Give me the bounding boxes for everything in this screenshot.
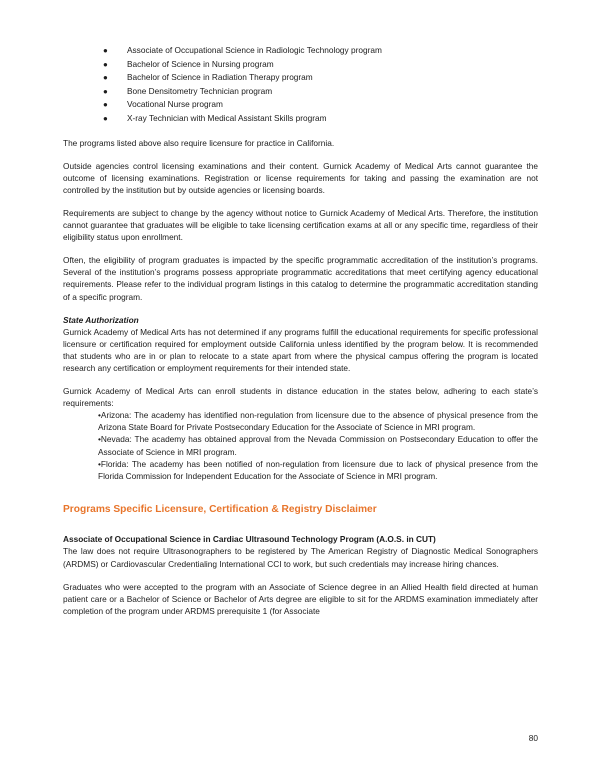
list-item bbox=[63, 98, 538, 112]
bullet-icon: ● bbox=[103, 100, 108, 110]
list-item-label: Bachelor of Science in Radiation Therapy program bbox=[127, 72, 313, 83]
bullet-icon: ● bbox=[103, 86, 108, 96]
heading-aos-cut-program: Associate of Occupational Science in Cardiac Ultrasound Technology Program (A.O.S. in CUT) bbox=[63, 533, 436, 544]
page-number: 80 bbox=[528, 733, 538, 743]
heading-state-authorization: State Authorization bbox=[63, 314, 139, 325]
list-item-label: X-ray Technician with Medical Assistant Skills program bbox=[127, 112, 327, 123]
list-item bbox=[63, 85, 538, 99]
paragraph-licensure-note: The programs listed above also require licensure for practice in California. bbox=[63, 137, 335, 148]
list-item-label: Bachelor of Science in Nursing program bbox=[127, 58, 274, 69]
paragraph-ultrasonographers-registration: The law does not require Ultrasonographers to be registered by The American Registry of Diagnostic Medical Sonographers (ARDMS) or Cardiovascular Credentialing International CCI to work, but such credentials may increase hiring chances. bbox=[63, 546, 538, 569]
state-item-nevada: •Nevada: The academy has obtained approval from the Nevada Commission on Postsecondary Education to offer the Associate of Science in MRI program. bbox=[98, 434, 538, 457]
bullet-icon: ● bbox=[103, 73, 108, 83]
list-item bbox=[63, 71, 538, 85]
state-item-arizona: •Arizona: The academy has identified non-regulation from licensure due to the absence of physical presence from the Arizona State Board for Private Postsecondary Education for the Associate of Science in MRI program. bbox=[98, 410, 538, 433]
state-requirements-list bbox=[63, 409, 538, 482]
paragraph-requirements-change: Requirements are subject to change by the agency without notice to Gurnick Academy of Medical Arts. Therefore, the institution cannot guarantee that graduates will be eligible to take licensing certification exams at all or any specific time, regardless of their eligibility status upon enrollment. bbox=[63, 207, 538, 243]
state-item-florida: •Florida: The academy has been notified of non-regulation from licensure due to lack of physical presence from the Florida Commission for Independent Education for the Associate of Science in MRI program. bbox=[98, 458, 538, 481]
section-spacer bbox=[63, 493, 538, 503]
bullet-icon: ● bbox=[103, 46, 108, 55]
paragraph-programmatic-accreditation: Often, the eligibility of program graduates is impacted by the specific programmatic accreditation of the institution’s programs. Several of the institution’s programs possess appropriate programmatic accreditations that meet certifying agency educational requirements. Please refer to the individual program listings in this catalog to determine the programmatic accreditation standing of a specific program. bbox=[63, 255, 538, 302]
list-item-label: Associate of Occupational Science in Radiologic Technology program bbox=[127, 45, 382, 55]
list-item-label: Vocational Nurse program bbox=[127, 99, 223, 110]
paragraph-outside-agencies: Outside agencies control licensing examinations and their content. Gurnick Academy of Medical Arts cannot guarantee the outcome of licensing examinations. Registration or license requirements for taking and passing the examination are not controlled by the institution but by outside agencies or licensing boards. bbox=[63, 160, 538, 195]
bullet-icon: ● bbox=[103, 59, 108, 69]
paragraph-state-authorization-intro: Gurnick Academy of Medical Arts has not determined if any programs fulfill the educational requirements for specific professional licensure or certification required for employment outside California unless identified by the program below. It is recommended that students who are in or plan to relocate to a state apart from where the physical campus offering the program is located research any certification or employment requirements for their intended state. bbox=[63, 326, 538, 373]
paragraph-ardms-eligibility: Graduates who were accepted to the program with an Associate of Science degree in an Allied Health field directed at human patient care or a Bachelor of Science or Bachelor of Arts degree are eligible to sit for the ARDMS examination immediately after completion of the program under ARDMS prerequisite 1 (for Associate bbox=[63, 581, 538, 616]
list-item bbox=[63, 44, 538, 58]
section-title-disclaimer: Programs Specific Licensure, Certification & Registry Disclaimer bbox=[63, 503, 377, 515]
list-item-label: Bone Densitometry Technician program bbox=[127, 85, 273, 96]
document-body bbox=[63, 44, 538, 617]
program-list bbox=[63, 44, 538, 126]
list-item bbox=[63, 112, 538, 126]
bullet-icon: ● bbox=[103, 113, 108, 123]
list-item bbox=[63, 58, 538, 72]
paragraph-distance-education-intro: Gurnick Academy of Medical Arts can enroll students in distance education in the states below, adhering to each state’s requirements: bbox=[63, 386, 538, 409]
